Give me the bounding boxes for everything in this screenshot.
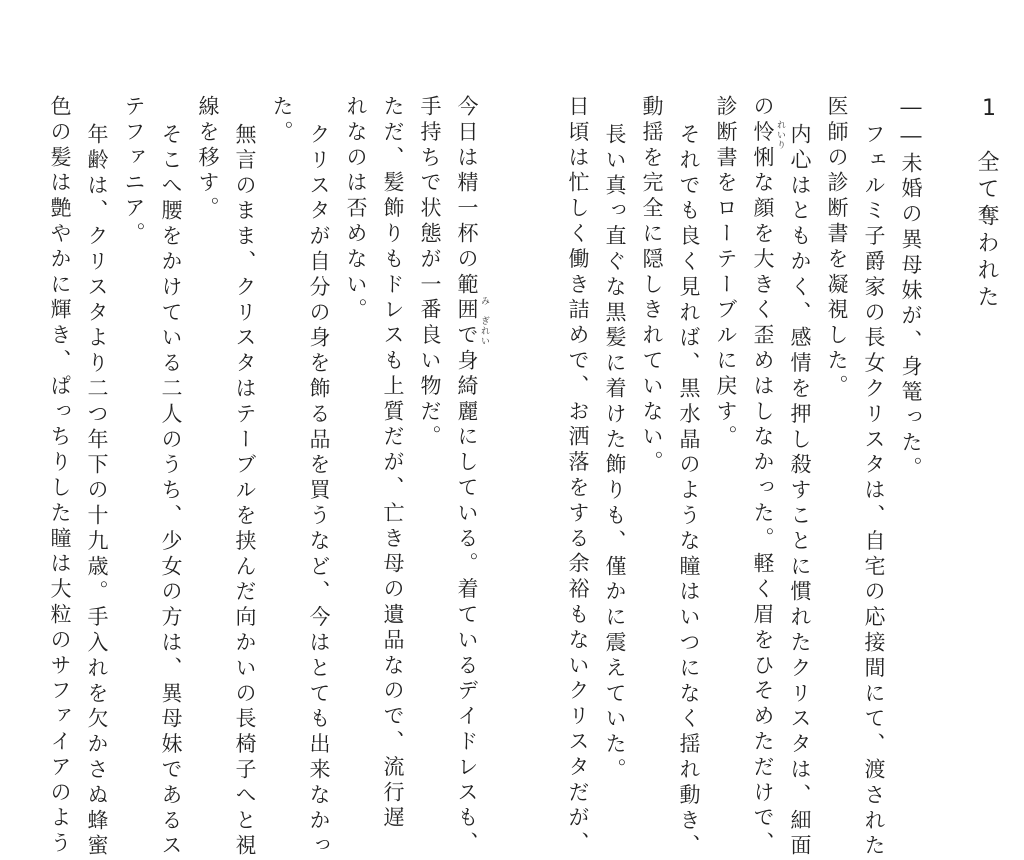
text-line-10: 日頃は忙しく働き詰めで、お洒落をする余裕もないクリスタだが、 <box>566 95 590 857</box>
text-line-6: 診断書をローテーブルに戻す。 <box>714 95 738 451</box>
ruby-reiri: れいり <box>775 120 785 150</box>
text-line-15: クリスタが自分の身を飾る品を買うなど、今はとても出来なかっ <box>307 123 331 860</box>
text-line-18: 線を移す。 <box>196 95 220 222</box>
chapter-number: 1 <box>982 96 996 121</box>
text-line-3: 医師の診断書を凝視した。 <box>825 95 849 400</box>
text-line-21: 年齢は、クリスタより二つ年下の十九歳。手入れを欠かさぬ蜂蜜 <box>85 123 109 860</box>
text-line-20: テファニア。 <box>122 95 146 248</box>
ruby-mi: み <box>479 296 489 306</box>
chapter-title: 全て奪われた <box>974 150 999 312</box>
text-line-16: た。 <box>270 95 294 146</box>
text-line-22: 色の髪は艶やかに輝き、ぱっちりした瞳は大粒のサファイアのよう <box>48 95 72 857</box>
text-line-17: 無言のまま、クリスタはテーブルを挟んだ向かいの長椅子へと視 <box>233 123 257 860</box>
text-line-8: 動揺を完全に隠しきれていない。 <box>640 95 664 476</box>
text-line-13: ただ、髪飾りもドレスも上質だが、亡き母の遺品なので、流行遅 <box>381 95 405 832</box>
text-line-12: 手持ちで状態が一番良い物だ。 <box>418 95 442 451</box>
text-line-4: 内心はともかく、感情を押し殺すことに慣れたクリスタは、細面 <box>788 123 812 860</box>
text-line-2: フェルミ子爵家の長女クリスタは、自宅の応接間にて、渡された <box>862 123 886 860</box>
text-line-5: の怜悧な顔を大きく歪めはしなかった。軽く眉をひそめただけで、 <box>751 95 775 857</box>
ruby-girei: ぎれい <box>479 316 489 346</box>
text-line-1: ――未婚の異母妹が、身篭った。 <box>899 95 923 482</box>
text-line-7: それでも良く見れば、黒水晶のような瞳はいつになく揺れ動き、 <box>677 123 701 860</box>
text-line-11: 今日は精一杯の範囲で身綺麗にしている。着ているデイドレスも、 <box>455 95 479 857</box>
text-line-14: れなのは否めない。 <box>344 95 368 324</box>
text-line-9: 長い真っ直ぐな黒髪に着けた飾りも、僅かに震えていた。 <box>603 123 627 784</box>
text-line-19: そこへ腰をかけている二人のうち、少女の方は、異母妹であるス <box>159 123 183 860</box>
